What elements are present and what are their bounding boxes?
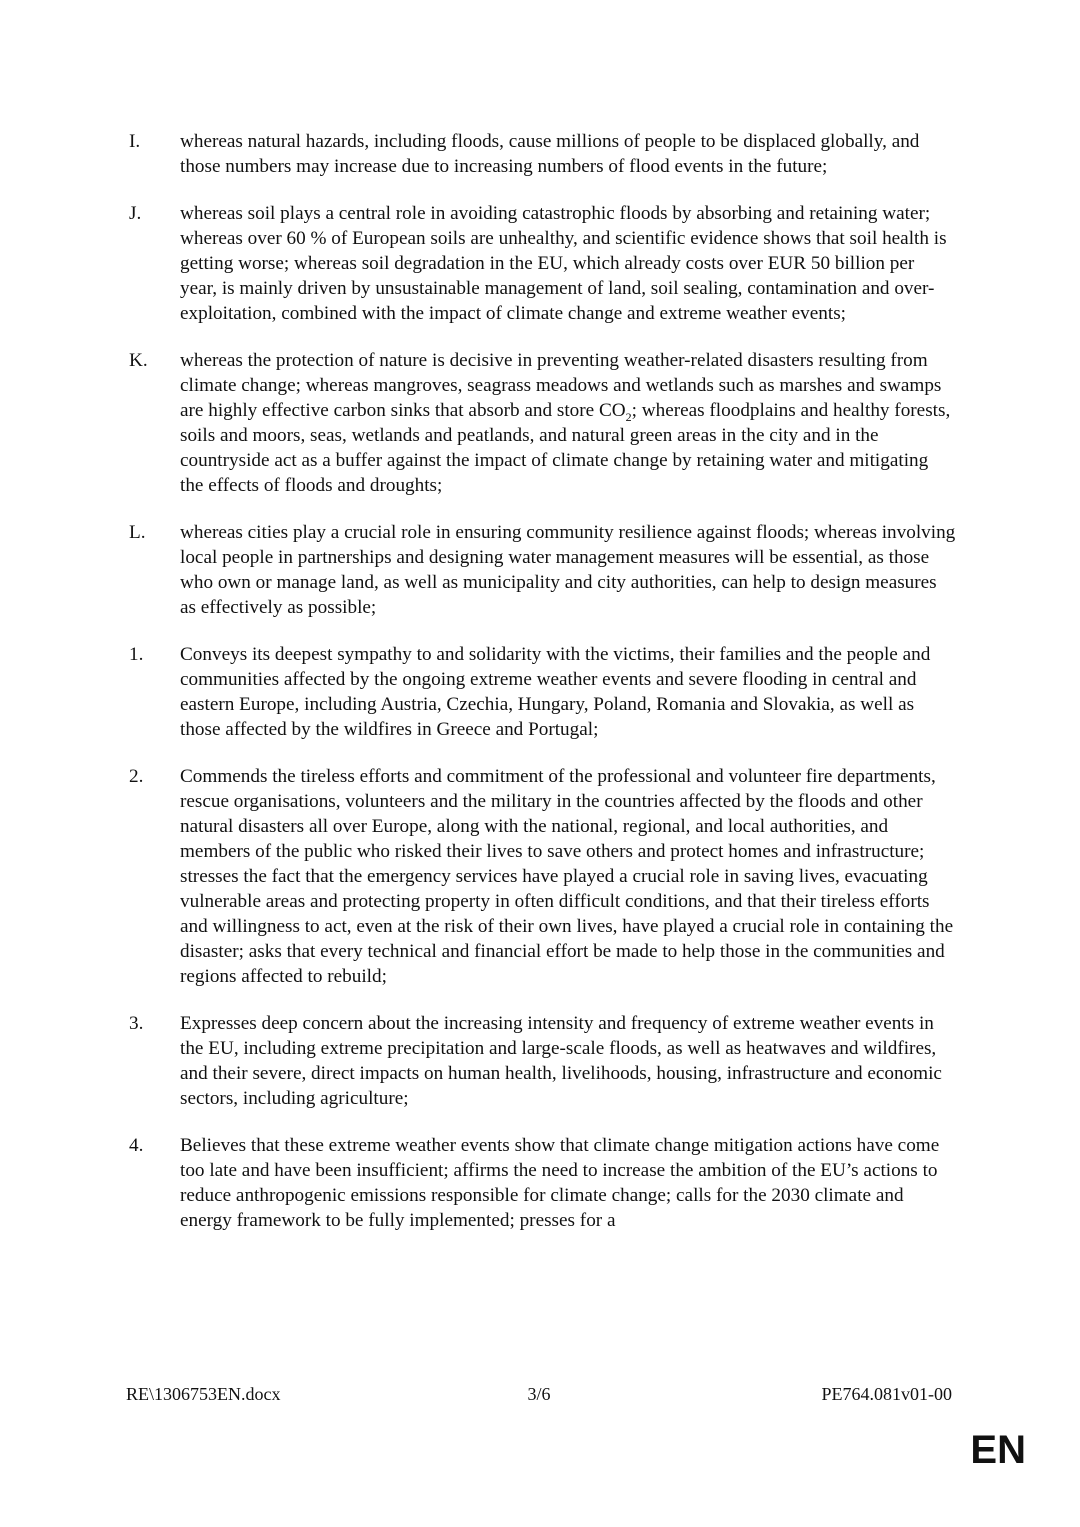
paragraph-text: whereas soil plays a central role in avoiding catastrophic floods by absorbing and retaining water; whereas over 60 % of European soils are unhealthy, and scientific evidence shows that soil health is getting worse; whereas soil degradation in the EU, which already costs over EUR 50 billion per year, is mainly driven by unsustainable management of land, soil sealing, contamination and over-exploitation, combined with the impact of climate change and extreme weather events; — [180, 203, 947, 324]
paragraph-label: K. — [129, 350, 148, 371]
recital-l — [126, 520, 956, 620]
paragraph-text: whereas cities play a crucial role in ensuring community resilience against floods; whereas involving local people in partnerships and designing water management measures will be essential, as those who own or manage land, as well as municipality and city authorities, can help to design measures as effectively as possible; — [180, 522, 956, 618]
paragraph-label: J. — [129, 203, 142, 224]
pe-reference: PE764.081v01-00 — [821, 1384, 952, 1404]
paragraph-text-part: whereas the protection of nature is decisive in preventing weather-related disasters resulting from climate change; whereas mangroves, seagrass meadows and wetlands such as marshes and swamps are highly effective carbon sinks that absorb and store CO — [180, 350, 942, 421]
paragraph-label: 1. — [129, 644, 144, 665]
paragraph-text — [180, 348, 956, 498]
paragraph-text: Commends the tireless efforts and commitment of the professional and volunteer fire departments, rescue organisations, volunteers and the military in the countries affected by the floods and other natural disasters all over Europe, along with the national, regional, and local authorities, and members of the public who risked their lives to save others and protect homes and infrastructure; stresses the fact that the emergency services have played a crucial role in saving lives, evacuating vulnerable areas and protecting property in often difficult conditions, and that their tireless efforts and willingness to act, even at the risk of their own lives, have played a crucial role in containing the disaster; asks that every technical and financial effort be made to help those in the communities and regions affected to rebuild; — [180, 766, 954, 987]
paragraph-2 — [126, 764, 956, 989]
recital-j — [126, 201, 956, 326]
recital-i — [126, 129, 956, 179]
page-number: 3/6 — [527, 1384, 551, 1404]
paragraph-text-part: ; whereas floodplains and healthy forests, soils and moors, seas, wetlands and peatlands, and natural green areas in the city and in the countryside act as a buffer against the impact of climate change by retaining water and mitigating the effects of floods and droughts; — [180, 400, 951, 496]
paragraph-label: 3. — [129, 1013, 144, 1034]
paragraph-label: 2. — [129, 766, 144, 787]
document-reference: RE\1306753EN.docx — [126, 1384, 281, 1404]
recital-k — [126, 348, 956, 498]
co2-subscript: 2 — [625, 409, 632, 424]
document-body — [126, 129, 956, 1255]
paragraph-1 — [126, 642, 956, 742]
paragraph-label: I. — [129, 131, 141, 152]
page-footer — [126, 1382, 952, 1406]
paragraph-3 — [126, 1011, 956, 1111]
paragraph-text: Believes that these extreme weather events show that climate change mitigation actions have come too late and have been insufficient; affirms the need to increase the ambition of the EU’s actions to reduce anthropogenic emissions responsible for climate change; calls for the 2030 climate and energy framework to be fully implemented; presses for a — [180, 1135, 940, 1231]
paragraph-label: L. — [129, 522, 146, 543]
paragraph-4 — [126, 1133, 956, 1233]
paragraph-text: whereas natural hazards, including floods, cause millions of people to be displaced globally, and those numbers may increase due to increasing numbers of flood events in the future; — [180, 131, 920, 177]
paragraph-text: Expresses deep concern about the increasing intensity and frequency of extreme weather events in the EU, including extreme precipitation and large-scale floods, as well as heatwaves and wildfires, and their severe, direct impacts on human health, livelihoods, housing, infrastructure and economic sectors, including agriculture; — [180, 1013, 942, 1109]
paragraph-text: Conveys its deepest sympathy to and solidarity with the victims, their families and the people and communities affected by the ongoing extreme weather events and severe flooding in central and eastern Europe, including Austria, Czechia, Hungary, Poland, Romania and Slovakia, as well as those affected by the wildfires in Greece and Portugal; — [180, 644, 931, 740]
language-code: EN — [970, 1428, 1026, 1472]
paragraph-label: 4. — [129, 1135, 144, 1156]
